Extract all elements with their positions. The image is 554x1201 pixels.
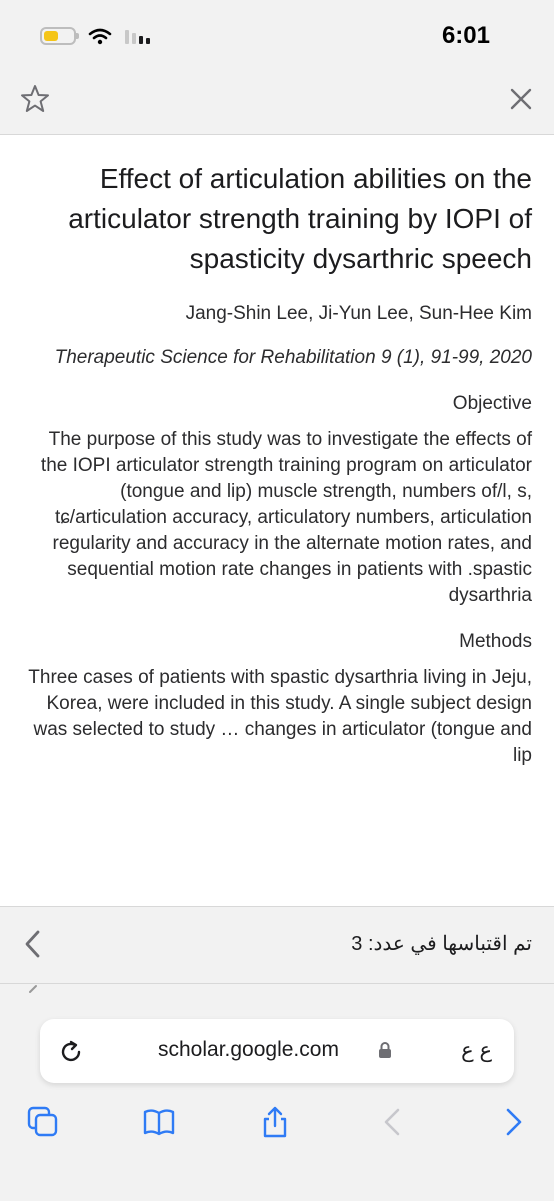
status-bar	[0, 0, 554, 68]
section-text-objective: The purpose of this study was to investigate the effects of the IOPI articulator strength training program on articulator (tongue and lip) muscle strength, numbers of/l, s, tɕ/articulation accuracy, articulatory numbers, articulation regularity and accuracy in the alternate motion rates, and sequential motion rate changes in patients with .spastic dysarthria	[40, 429, 532, 606]
chevron-left-icon[interactable]	[22, 929, 44, 959]
article-title: Effect of articulation abilities on the articulator strength training by IOPI of spasticity dysarthric speech	[68, 163, 532, 274]
url-text[interactable]: scholar.google.com	[158, 1038, 339, 1061]
tabs-icon[interactable]	[26, 1105, 60, 1139]
text-size-button[interactable]: ع ع	[461, 1039, 492, 1062]
battery-icon	[40, 27, 76, 45]
article-venue: Therapeutic Science for Rehabilitation 9 (1), 91-99, 2020	[54, 347, 532, 368]
status-icons	[40, 27, 152, 45]
lock-icon	[378, 1041, 392, 1059]
section-heading-methods: Methods	[459, 631, 532, 652]
article-authors: Jang-Shin Lee, Ji-Yun Lee, Sun-Hee Kim	[185, 303, 532, 324]
section-text-methods: Three cases of patients with spastic dysarthria living in Jeju, Korea, were included in this study. A single subject design was selected to study … changes in articulator (tongue and lip	[28, 667, 532, 766]
close-icon[interactable]	[508, 86, 534, 112]
browser-nav-bar	[0, 1099, 554, 1159]
cited-by-row[interactable]	[0, 907, 554, 984]
back-arrow-icon[interactable]	[376, 1105, 410, 1139]
book-icon[interactable]	[142, 1105, 176, 1139]
status-time: 6:01	[441, 22, 490, 49]
cellular-signal-icon	[124, 27, 152, 45]
cited-by-label[interactable]: تم اقتباسها في عدد: 3	[351, 933, 532, 955]
article-content	[0, 135, 554, 905]
address-bar[interactable]	[40, 1019, 514, 1083]
scroll-hint-chevron	[0, 984, 554, 994]
section-heading-objective: Objective	[452, 393, 532, 414]
forward-arrow-icon[interactable]	[496, 1105, 530, 1139]
bottom-panel	[0, 906, 554, 1201]
reload-icon[interactable]	[58, 1039, 84, 1065]
share-icon[interactable]	[258, 1105, 292, 1139]
top-toolbar	[0, 68, 554, 135]
wifi-icon	[88, 27, 112, 45]
star-icon[interactable]	[20, 84, 50, 114]
